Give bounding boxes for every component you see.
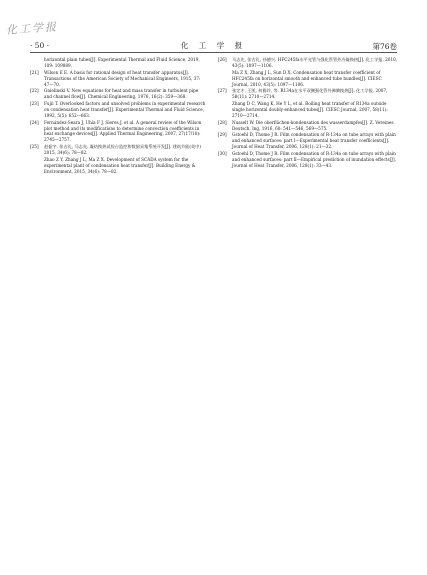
journal-title: 化 工 学 报 [180,41,247,50]
reference-number: [27] [218,88,227,94]
reference-text: 张定才, 王凯, 何雅玲, 等. R134a在水平双侧强化管外沸腾换热[J]. 化工学报, 2007, 58(11): 2710—2714. [232,88,388,100]
reference-text: 赵振宇, 张吉礼, 马志先. 凝结换热试验台监控和数据采集系统开发[J]. 建筑节能(英中) 2015, 34(6): 78—82. [44,144,202,156]
reference-text: Zhao Z Y, Zhang J L, Ma Z X. Development of SCADA system for the experimental plant of condensation heat transfer[J]. Building Energy & Environment, 2015, 34(6): 78—82. [44,156,196,174]
reference-entry [30,120,206,144]
reference-entry [30,144,206,156]
reference-text: Nusselt W. Die oberflächen-kondensation des wasserdampfes[J]. Z. Vereines Deutsch. Ing, 1916, 60: 541—546, 569—575. [232,119,394,131]
reference-text: Fernández-Seara J, Uhía F J, Sieres J, et al. A general review of the Wilson plot method and its modifications to determine convection coefficients in heat exchange devices[J]. Applied Thermal Engineering, 2007, 27(17/18): 2745—2757. [44,119,202,143]
reference-number: [29] [218,132,227,138]
page-header [30,40,397,53]
reference-text: horizontal plain tubes[J]. Experimental Thermal and Fluid Science, 2019, 109: 109889. [44,57,200,68]
page-number: · 50 · [30,41,50,50]
reference-text: 马志先, 张吉礼, 孙德兴. HFC245fa水平光管与强化管管外冷凝换热[J]. 化工学报, 2010, 43(5): 1097—1106. [232,57,398,68]
reference-number: [26] [218,57,227,62]
reference-entry [218,101,398,119]
reference-entry [30,157,206,175]
reference-number: [22] [30,88,39,94]
reference-entry [218,132,398,150]
reference-entry [218,151,398,169]
reference-text: Ma Z X, Zhang J L, Sun D X. Condensation heat transfer coefficient of HFC245fa on horizontal smooth and enhanced tube bundles[J]. CIESC Journal, 2010, 43(5): 1097—1106. [232,69,382,87]
reference-number: [30] [218,150,227,156]
reference-text: Gstoehl D, Thome J R. Film condensation of R-134a on tube arrays with plain and enhanced surfaces: part Ⅰ—Experimental heat transfer coefficients[J]. Journal of Heat Transfer, 2006, 128(1): 21—32. [232,132,396,150]
reference-entry [218,88,398,100]
references-right-column [218,57,398,170]
reference-number: [23] [30,101,39,107]
reference-number: [28] [218,119,227,125]
reference-text: Gnielinski V. New equations for heat and mass transfer in turbulent pipe and channel flow[J]. Chemical Engineering, 1976, 16(2): 359—368. [44,88,199,100]
volume-label: 第76卷 [372,42,397,51]
reference-text: Gstoehl D, Thome J R. Film condensation of R-134a on tube arrays with plain and enhanced surfaces: part Ⅱ—Empirical prediction of inundation effects[J]. Journal of Heat Transfer, 2006, 128(1): 33—43. [232,150,396,168]
reference-number: [21] [30,69,39,75]
journal-watermark: 化工学报 [5,20,59,37]
reference-number: [25] [30,144,39,150]
references-left-column [30,57,206,175]
reference-entry [30,70,206,88]
reference-entry [218,70,398,88]
reference-entry [218,120,398,132]
reference-text: Fujii T. Overlooked factors and unsolved problems in experimental research on condensation heat transfer[J]. Experimental Thermal and Fluid Science, 1992, 5(5): 652—663. [44,101,206,118]
reference-entry [218,57,398,69]
reference-text: Wilson E E. A basis for rational design of heat transfer apparatus[J]. Transactions of the American Society of Mechanical Engineers, 1915, 37: 47—70. [44,69,201,87]
reference-number: [24] [30,119,39,125]
reference-entry [30,88,206,100]
reference-text: Zhang D C, Wang K, He Y L, et al. Boiling heat transfer of R134a outside single horizontal doubly-enhanced tubes[J]. CIESC Journal, 2007, 58(11): 2710—2714. [232,101,388,118]
reference-entry [30,57,206,69]
reference-entry [30,101,206,119]
